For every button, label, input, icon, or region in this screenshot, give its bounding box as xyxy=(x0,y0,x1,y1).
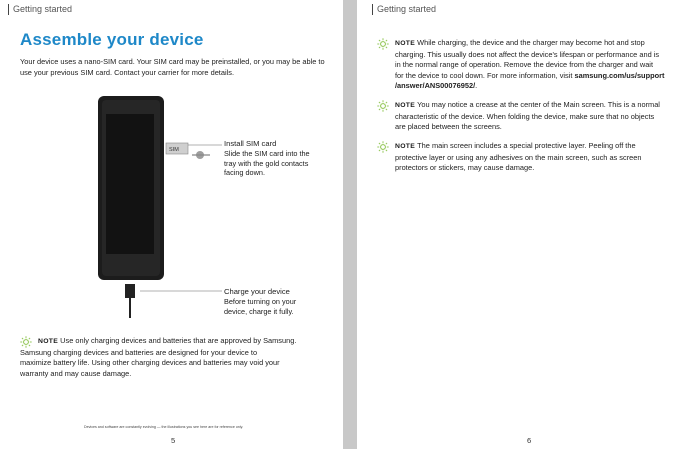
usb-cable-icon xyxy=(125,284,135,298)
running-head: Getting started xyxy=(8,4,72,15)
callout-sim-title: Install SIM card xyxy=(224,139,277,148)
note-line: are placed between the screens. xyxy=(395,122,502,132)
note-line: You may notice a crease at the center of the Main screen. This is a normal xyxy=(417,100,660,109)
note-label: NOTE xyxy=(395,40,416,47)
callout-sim-line1: Slide the SIM card into the xyxy=(224,148,310,158)
callout-charge-line1: Before turning on your xyxy=(224,296,297,306)
sun-note-icon xyxy=(377,38,389,50)
note-line: in the normal range of operation. Remove the device from the charger and wait xyxy=(395,60,653,70)
callout-charge-title: Charge your device xyxy=(224,287,290,296)
sun-note-icon xyxy=(377,141,389,153)
callout-sim xyxy=(224,139,310,178)
page-gutter xyxy=(343,0,357,449)
page-title: Assemble your device xyxy=(20,30,204,49)
note-label: NOTE xyxy=(38,338,59,345)
note-line: charging. This usually does not affect the device's lifespan or performance and is xyxy=(395,49,660,59)
note-line: The main screen includes a special protective layer. Peeling off the xyxy=(417,141,636,150)
support-link-continued[interactable]: /answer/ANS00076952/ xyxy=(395,81,476,91)
note-line: characteristic of the device. When folding the device, make sure that no objects xyxy=(395,111,655,121)
device-illustration xyxy=(60,90,330,320)
page-right xyxy=(357,0,700,449)
page-number: 5 xyxy=(171,436,176,445)
device-inner-screen xyxy=(106,114,154,254)
running-head: Getting started xyxy=(372,4,436,15)
sun-note-icon xyxy=(377,100,389,112)
footnote: Devices and software are constantly evolving — the illustrations you see here are for reference only. xyxy=(84,425,244,429)
sun-note-icon xyxy=(20,336,32,348)
intro-paragraph: Your device uses a nano-SIM card. Your SIM card may be preinstalled, or you may be able to use your previous SIM card. Contact your carrier for more details. xyxy=(20,57,325,77)
note-line: protectors or stickers, may cause damage. xyxy=(395,163,535,173)
page-left xyxy=(0,0,343,449)
callout-sim-line2: tray with the gold contacts xyxy=(224,158,309,168)
note-line: protective layer or using any adhesives on the main screen, such as screen xyxy=(395,152,642,162)
callout-charge-line2: device, charge it fully. xyxy=(224,306,294,316)
note-line: While charging, the device and the charger may become hot and stop xyxy=(417,38,645,47)
note-line: maximize battery life. Using other charging devices and batteries may void your xyxy=(20,358,280,368)
note-line: Use only charging devices and batteries that are approved by Samsung. xyxy=(60,336,297,345)
sim-label: SIM xyxy=(169,147,179,153)
page-number: 6 xyxy=(527,436,532,445)
callout-sim-line3: facing down. xyxy=(224,168,265,178)
note-label: NOTE xyxy=(395,143,416,150)
link-suffix: . xyxy=(475,81,478,91)
note-line: warranty and may cause damage. xyxy=(20,368,132,378)
note-line: Samsung charging devices and batteries are designed for your device to xyxy=(20,347,258,357)
support-link[interactable]: samsung.com/us/support xyxy=(574,70,665,80)
note-label: NOTE xyxy=(395,102,416,109)
callout-charge xyxy=(224,287,296,316)
note-line: for the device to cool down. For more information, visit xyxy=(395,70,575,80)
